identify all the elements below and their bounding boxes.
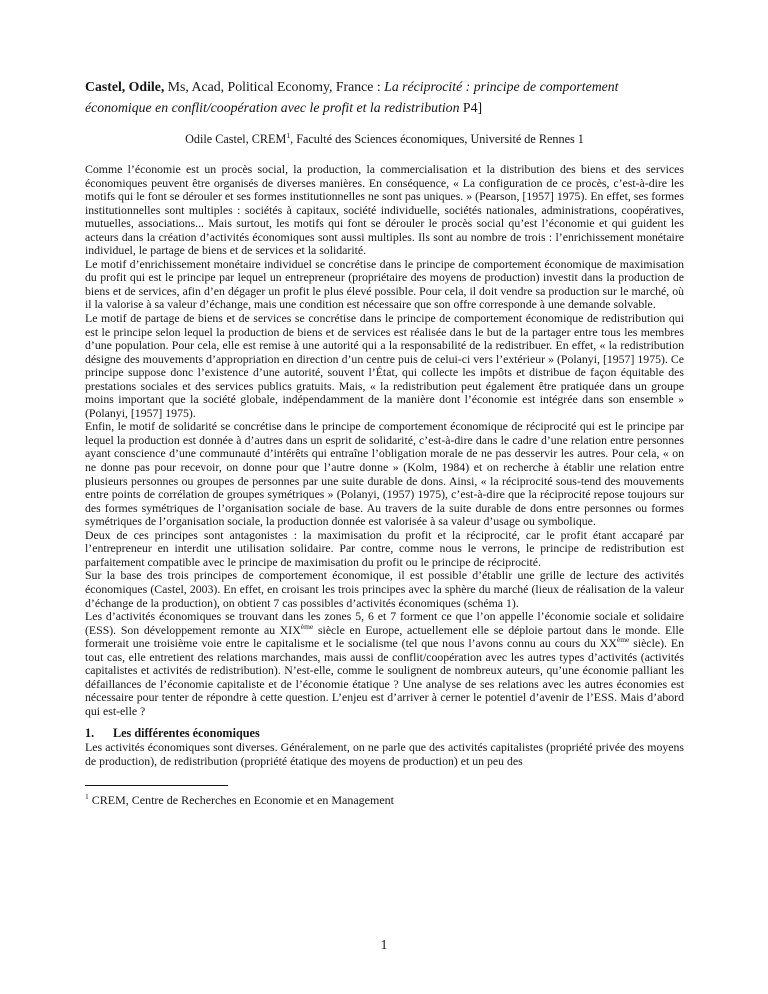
section-number: 1.: [85, 726, 95, 741]
ess-text-2: siècle en Europe, actuellement elle se déploie partout dans le monde. Elle formerait une troisième voie entre le capitalisme et le socialisme (tel que nous l’avons connu au cours du XX: [85, 622, 684, 651]
body-paragraph-ess: [85, 610, 684, 718]
century-superscript: ème: [616, 635, 630, 645]
section-heading: [85, 727, 684, 741]
paper-title-suffix: P4]: [459, 99, 483, 115]
century-superscript: ème: [300, 621, 314, 631]
body-text: [85, 163, 684, 718]
footnote-text: [85, 793, 684, 807]
body-paragraph: Enfin, le motif de solidarité se concrétise dans le principe de comportement économique de réciprocité qui est le principe par lequel la production est donnée à d’autres dans un esprit de solidarité, c’est-à-dire dans le cadre d’une relation entre personnes ayant conscience d’une communauté d’intérêts qui entraîne l’obligation morale de ne pas desservir les autres. Pour cela, « on ne donne pas pour recevoir, on donne pour que l’autre donne » (Kolm, 1984) et on recherche à établir une relation entre plusieurs personnes ou groupes de personnes par une suite durable de dons. Ainsi, « la réciprocité sous-tend des mouvements entre points de corrélation de groupes symétriques » (Polanyi, (1957) 1975), c’est-à-dire que la réciprocité repose toujours sur des formes symétriques de l’organisation sociale de base. Au travers de la suite durable de dons entre personnes ou formes symétriques de l’organisation sociale, la production donnée est valorisée à sa valeur d’usage ou symbolique.: [85, 419, 684, 529]
paper-title-italic: La réciprocité : principe de comportement économique en conflit/coopération avec le profit et la redistribution: [85, 79, 619, 115]
footnote-body: CREM, Centre de Recherches en Economie et en Management: [88, 793, 394, 808]
page-number: 1: [380, 937, 388, 952]
body-paragraph: Deux de ces principes sont antagonistes : la maximisation du profit et la réciprocité, car le profit étant accaparé par l’entrepreneur en interdit une utilisation solidaire. Par contre, comme nous le verrons, le principe de redistribution est parfaitement compatible avec le principe de maximisation du profit ou le principe de réciprocité.: [85, 527, 684, 569]
paper-title-author: Castel, Odile,: [85, 79, 165, 94]
body-paragraph: Sur la base des trois principes de comportement économique, il est possible d’établir une grille de lecture des activités économiques (Castel, 2003). En effet, en croisant les trois principes avec la sphère du marché (lieux de réalisation de la valeur d’échange de la production), on obtient 7 cas possibles d’activités économiques (schéma 1).: [85, 568, 684, 610]
body-paragraph: Le motif de partage de biens et de services se concrétise dans le principe de comportement économique de redistribution qui est le principe selon lequel la production de biens et de services est réalisée dans le but de la partager entre tous les membres d’une population. Pour cela, elle est remise à une autorité qui a la responsabilité de la redistribuer. En effet, « la redistribution désigne des mouvements d’appropriation en direction d’un centre puis de celui-ci vers l’extérieur » (Polanyi, [1957] 1975). Ce principe suppose donc l’existence d’une autorité, souvent l’État, qui collecte les impôts et distribue de façon équitable des prestations sociales et des services publics gratuits. Mais, « la redistribution peut également être pratiquée dans un groupe moins important que la société globale, indépendamment de la manière dont l’économie est intégrée dans son ensemble » (Polanyi, [1957] 1975).: [85, 311, 684, 420]
ess-text-1: Les d’activités économiques se trouvant dans les zones 5, 6 et 7 forment ce que l’on appelle l’économie sociale et solidaire (ESS). Son développement remonte au XIX: [85, 609, 684, 637]
footnote-number: 1: [85, 792, 89, 802]
paper-title: [85, 77, 684, 118]
footnote-separator: [85, 785, 228, 786]
paper-title-plain: Ms, Acad, Political Economy, France :: [164, 79, 385, 94]
author-byline: [85, 132, 684, 146]
footnote-reference: 1: [286, 130, 291, 140]
body-paragraph: Le motif d’enrichissement monétaire individuel se concrétise dans le principe de comportement économique de maximisation du profit qui est le principe par lequel un entrepreneur (propriétaire des moyens de production) investit dans la production de biens et de services, afin d’en dégager un profit le plus élevé possible. Pour cela, il doit vendre sa production sur le marché, où il la valorise à sa valeur d’échange, mais une condition est nécessaire que son offre corresponde à une demande solvable.: [85, 256, 684, 312]
section-paragraph: Les activités économiques sont diverses. Généralement, on ne parle que des activités capitalistes (propriété privée des moyens de production), de redistribution (propriété étatique des moyens de production) et un peu des: [85, 739, 684, 768]
byline-pre: Odile Castel, CREM: [185, 132, 287, 146]
body-paragraph: Comme l’économie est un procès social, la production, la commercialisation et la distribution des biens et des services économiques peuvent être organisés de diverses manières. En conséquence, « La configuration de ce procès, c’est-à-dire les motifs qui le font se dérouler et ses formes institutionnelles ne sont pas uniques. » (Pearson, [1957] 1975). En effet, ses formes institutionnelles sont multiples : sociétés à capitaux, société individuelle, sociétés nationales, administrations, coopératives, mutuelles, associations... Mais surtout, les motifs qui font se dérouler le procès social qu’est l’économie et qui guident les acteurs dans la création d’activités économiques sont aussi multiples. Ils sont au nombre de trois : l’enrichissement monétaire individuel, le partage de biens et de services et la solidarité.: [85, 162, 684, 258]
byline-post: , Faculté des Sciences économiques, Université de Rennes 1: [290, 132, 584, 146]
ess-text-3: siècle). En tout cas, elle entretient des relations marchandes, mais aussi de conflit/coopération avec les autres types d’activités (activités capitalistes et activités de redistribution). N’est-elle, comme le soulignent de nombreux auteurs, qu’une économie palliant les défaillances de l’économie capitaliste et de l’économie étatique ? Une analyse de ses relations avec les autres économies est nécessaire pour tenter de répondre à cette question. L’enjeu est d’arriver à cerner le potentiel d’avenir de l’ESS. Mais d’abord qui est-elle ?: [85, 636, 684, 718]
section-title: Les différentes économiques: [113, 726, 260, 741]
